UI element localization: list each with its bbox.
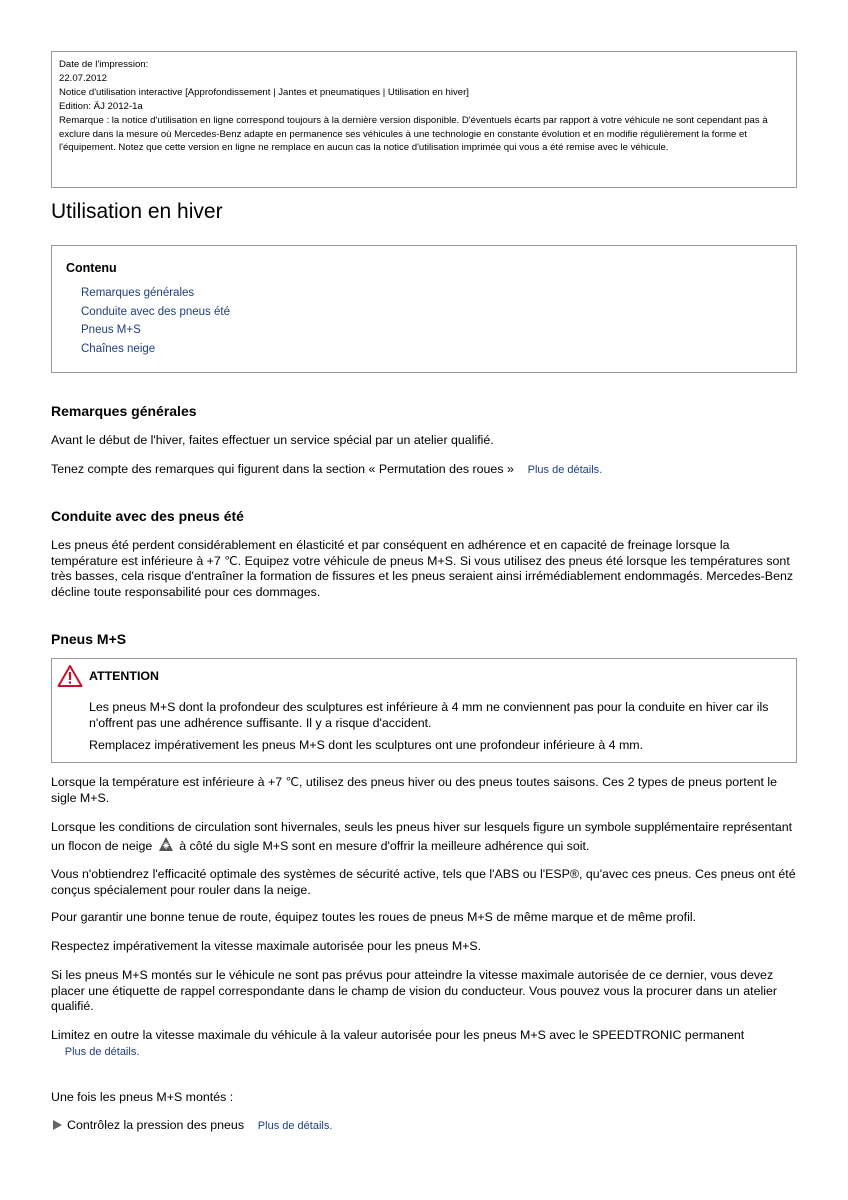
step-text: Contrôlez la pression des pneus	[67, 1118, 245, 1132]
paragraph-text: Limitez en outre la vitesse maximale du véhicule à la valeur autorisée pour les pneus M+S avec le SPEEDTRONIC permanent	[51, 1028, 745, 1042]
paragraph: Tenez compte des remarques qui figurent dans la section « Permutation des roues » Plus de détails.	[51, 462, 603, 476]
remark-text: Remarque : la notice d'utilisation en ligne correspond toujours à la dernière version disponible. D'éventuels écarts par rapport à votre véhicule ne sont cependant pas à exclure dans la mesure où Mercedes-Benz adapte en permanence ses véhicules à une technologie en constante évolution et en modifie régulièrement la forme et l'équipement. Notez que cette version en ligne ne remplace en aucun cas la notice d'utilisation imprimée qui vous a été remise avec le véhicule.	[59, 114, 768, 154]
warning-box	[51, 658, 797, 763]
paragraph	[51, 538, 797, 600]
more-details-link[interactable]: Plus de détails	[64, 1045, 137, 1058]
step-item: Contrôlez la pression des pneus Plus de détails.	[67, 1118, 333, 1132]
paragraph-text: à côté du sigle M+S sont en mesure d'offrir la meilleure adhérence qui soit.	[179, 838, 590, 853]
print-date: 22.07.2012	[59, 72, 108, 84]
more-details-link[interactable]: Plus de détails	[527, 464, 600, 476]
section-heading-remarques: Remarques générales	[51, 403, 197, 419]
paragraph: Vous n'obtiendrez l'efficacité optimale des systèmes de sécurité active, tels que l'ABS ou l'ESP®, qu'avec ces pneus. Ces pneus ont été conçus spécialement pour rouler dans la neige.	[51, 867, 796, 897]
section-heading-conduite: Conduite avec des pneus été	[51, 508, 244, 524]
toc-link-pneus-ms[interactable]: Pneus M+S	[81, 324, 141, 336]
paragraph: Respectez impérativement la vitesse maximale autorisée pour les pneus M+S.	[51, 939, 482, 953]
paragraph-text: Lorsque les conditions de circulation sont hivernales, seuls les pneus hiver sur lesquels figure un symbole supplémentaire représentant un flocon de neige	[51, 820, 793, 853]
paragraph: Pour garantir une bonne tenue de route, équipez toutes les roues de pneus M+S de même marque et de même profil.	[51, 910, 697, 924]
paragraph: Avant le début de l'hiver, faites effectuer un service spécial par un atelier qualifié.	[51, 433, 494, 447]
toc-link-chaines[interactable]: Chaînes neige	[81, 343, 156, 355]
breadcrumb: Notice d'utilisation interactive [Approfondissement | Jantes et pneumatiques | Utilisation en hiver]	[59, 86, 469, 98]
page-title: Utilisation en hiver	[51, 200, 223, 223]
warning-label: ATTENTION	[89, 669, 159, 683]
warning-triangle-icon	[57, 664, 83, 688]
warning-text: Les pneus M+S dont la profondeur des sculptures est inférieure à 4 mm ne conviennent pas pour la conduite en hiver car ils n'offrent pas une adhérence suffisante. Il y a risque d'accident.	[89, 700, 769, 730]
paragraph-text: Lorsque la température est inférieure à +7	[51, 775, 283, 789]
celsius-unit: ℃	[285, 775, 300, 789]
toc-heading: Contenu	[66, 261, 117, 275]
toc-link-remarques[interactable]: Remarques générales	[81, 287, 195, 299]
warning-text: Remplacez impérativement les pneus M+S dont les sculptures ont une profondeur inférieure à 4 mm.	[89, 738, 644, 752]
section-heading-pneus-ms: Pneus M+S	[51, 631, 127, 647]
table-of-contents	[51, 245, 797, 373]
edition: Edition: ÄJ 2012-1a	[59, 100, 143, 112]
celsius-unit: ℃	[224, 553, 238, 568]
print-date-label: Date de l'impression:	[59, 59, 149, 70]
paragraph-text: , utilisez des pneus hiver ou des pneus toutes saisons. Ces 2 types de pneus portent le sigle M+S.	[51, 775, 778, 805]
paragraph: Si les pneus M+S montés sur le véhicule ne sont pas prévus pour atteindre la vitesse maximale autorisée de ce dernier, vous devez placer une étiquette de rappel correspondante dans le champ de vision du conducteur. Vous pouvez vous la procurer dans un atelier qualifié.	[51, 968, 778, 1014]
paragraph	[51, 775, 797, 806]
paragraph	[51, 820, 797, 854]
paragraph: Limitez en outre la vitesse maximale du véhicule à la valeur autorisée pour les pneus M+S avec le SPEEDTRONIC permanent Plus de détails.	[51, 1028, 745, 1058]
paragraph-text: . Equipez votre véhicule de pneus M+S. Si vous utilisez des pneus été lorsque les températures sont très basses, cela risque d'entraîner la formation de fissures et les pneus seraient ainsi irrémédiablement endommagés. Mercedes-Benz décline toute responsabilité pour ces dommages.	[51, 553, 794, 599]
print-info-box	[51, 51, 797, 188]
paragraph: Une fois les pneus M+S montés :	[51, 1090, 234, 1104]
snowflake-mountain-icon	[158, 836, 174, 852]
step-arrow-icon	[53, 1120, 62, 1130]
paragraph-text: Les pneus été perdent considérablement en élasticité et par conséquent en adhérence et en capacité de freinage lorsque la température est inférieure à +7	[51, 538, 730, 568]
paragraph-text: Tenez compte des remarques qui figurent dans la section « Permutation des roues »	[51, 462, 514, 476]
more-details-link[interactable]: Plus de détails	[257, 1120, 330, 1132]
toc-link-conduite[interactable]: Conduite avec des pneus été	[81, 306, 230, 318]
